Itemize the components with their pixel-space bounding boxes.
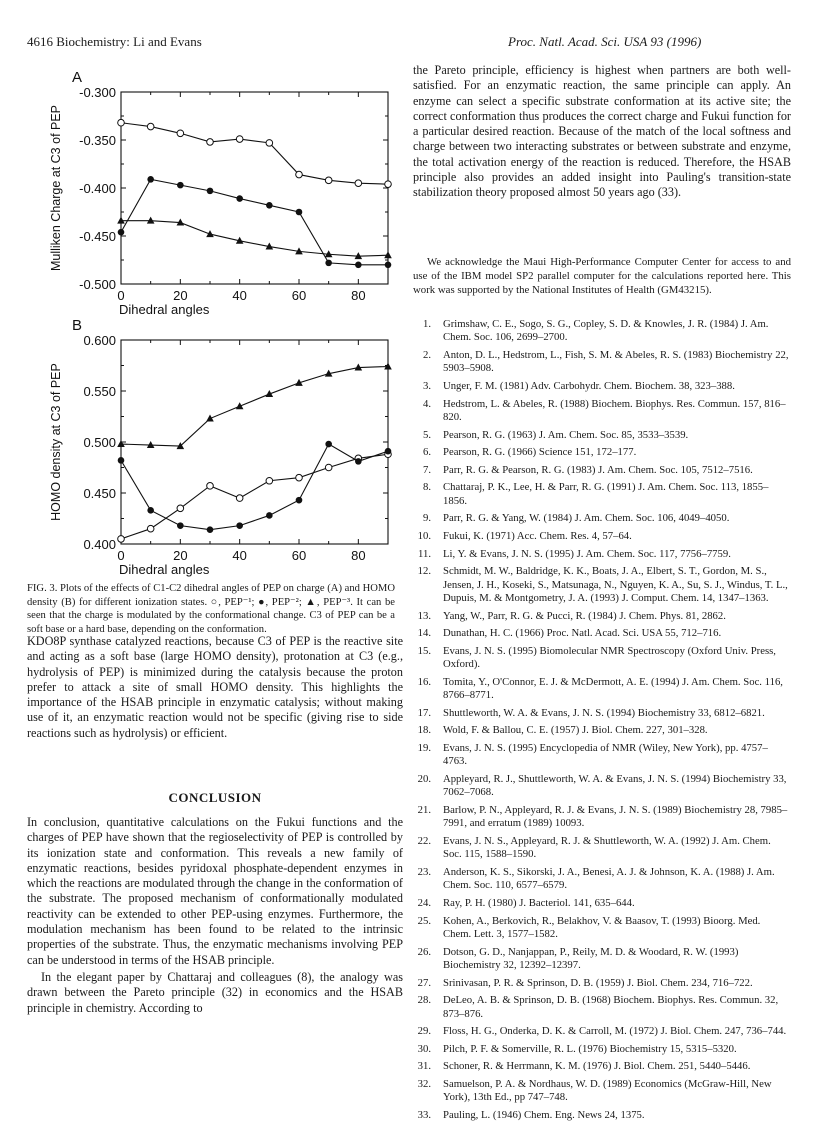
data-point	[118, 119, 125, 126]
reference-text: Dotson, G. D., Nanjappan, P., Reily, M. D. & Woodard, R. W. (1993) Biochemistry 32, 12392–12397.	[443, 945, 739, 971]
reference-number: 18.	[417, 724, 431, 737]
reference-item	[413, 1060, 791, 1073]
reference-text: Barlow, P. N., Appleyard, R. J. & Evans, J. N. S. (1989) Biochemistry 28, 7985–7991, and erratum (1989) 10093.	[443, 803, 788, 830]
reference-number: 6.	[422, 446, 431, 459]
data-point	[385, 448, 392, 455]
data-point	[177, 182, 184, 189]
reference-item	[413, 318, 791, 345]
data-point	[325, 464, 332, 471]
reference-text: Kohen, A., Berkovich, R., Belakhov, V. & Baasov, T. (1993) Bioorg. Med. Chem. Lett. 3, 1577–1582.	[443, 914, 761, 940]
series-line	[121, 444, 388, 530]
reference-item	[413, 676, 791, 703]
reference-number: 22.	[417, 834, 431, 847]
data-point	[147, 507, 154, 514]
pareto-paragraph: In the elegant paper by Chattaraj and colleagues (8), the analogy was drawn between the Pareto principle (32) in economics and the HSAB principle in chemistry. According to	[27, 970, 403, 1015]
data-point	[355, 458, 362, 465]
reference-item	[413, 724, 791, 737]
reference-item	[413, 548, 791, 561]
data-point	[266, 202, 273, 209]
figure-3a-chart	[40, 70, 400, 320]
reference-item	[413, 742, 791, 769]
data-point	[207, 188, 214, 195]
x-tick-label: 80	[351, 288, 366, 303]
data-point	[207, 526, 214, 533]
reference-text: Yang, W., Parr, R. G. & Pucci, R. (1984) J. Chem. Phys. 81, 2862.	[443, 609, 726, 622]
chart-svg	[40, 318, 400, 580]
reference-number: 29.	[417, 1025, 431, 1038]
reference-number: 14.	[417, 627, 431, 640]
x-tick-label: 80	[351, 548, 366, 563]
reference-number: 32.	[417, 1077, 431, 1090]
reference-text: Floss, H. G., Onderka, D. K. & Carroll, M. (1972) J. Biol. Chem. 247, 736–744.	[443, 1025, 787, 1038]
reference-text: Pearson, R. G. (1966) Science 151, 172–177.	[443, 446, 637, 459]
reference-item	[413, 1109, 791, 1122]
x-tick-label: 0	[117, 548, 125, 563]
data-point	[355, 262, 362, 269]
reference-number: 25.	[417, 914, 431, 927]
reference-item	[413, 773, 791, 800]
reference-item	[413, 610, 791, 623]
reference-item	[413, 994, 791, 1021]
reference-number: 8.	[422, 481, 431, 494]
data-point	[177, 130, 184, 137]
data-point	[207, 139, 214, 146]
reference-number: 3.	[422, 380, 431, 392]
reference-item	[413, 946, 791, 973]
reference-text: Ray, P. H. (1980) J. Bacteriol. 141, 635–644.	[443, 896, 635, 909]
data-point	[147, 176, 154, 183]
reference-item	[413, 464, 791, 477]
x-tick-label: 40	[232, 548, 247, 563]
running-header-right: Proc. Natl. Acad. Sci. USA 93 (1996)	[508, 34, 702, 49]
reference-text: Tomita, Y., O'Connor, E. J. & McDermott, A. E. (1994) J. Am. Chem. Soc. 116, 8766–8771.	[443, 675, 783, 702]
data-point	[117, 440, 125, 447]
x-tick-label: 20	[173, 288, 188, 303]
chart-svg	[40, 70, 400, 320]
reference-number: 13.	[417, 609, 431, 622]
y-tick-label: 0.450	[83, 486, 116, 501]
data-point	[355, 180, 362, 187]
reference-item	[413, 866, 791, 893]
y-tick-label: 0.550	[83, 384, 116, 399]
reference-text: Schmidt, M. W., Baldridge, K. K., Boats, J. A., Elbert, S. T., Gordon, M. S., Jensen, J. H., Koseki, S., Matsunaga, N., Nguyen, K. A., Su, S. J., Windus, T. L., Dupuis, M. & Montgometry, J. A. (1993) J. Comput. Chem. 14, 1347–1363.	[443, 565, 788, 604]
data-point	[385, 262, 392, 269]
reference-number: 2.	[422, 349, 431, 361]
data-point	[384, 363, 392, 370]
reference-text: Evans, J. N. S., Appleyard, R. J. & Shuttleworth, W. A. (1992) J. Am. Chem. Soc. 115, 1588–1590.	[443, 834, 771, 861]
y-axis-label: HOMO density at C3 of PEP	[49, 363, 63, 521]
reference-item	[413, 915, 791, 942]
reference-text: Unger, F. M. (1981) Adv. Carbohydr. Chem. Biochem. 38, 323–388.	[443, 380, 735, 392]
figure-caption: FIG. 3. Plots of the effects of C1-C2 dihedral angles of PEP on charge (A) and HOMO density (B) for different ionization states. ○, PEP⁻¹; ●, PEP⁻²; ▲, PEP⁻³. It can be seen that the charge is modulated by the conformational change. C3 of PEP can be a soft base or a hard base, depending on the conformation.	[27, 583, 395, 635]
y-tick-label: -0.500	[79, 277, 116, 292]
y-tick-label: -0.400	[79, 181, 116, 196]
reference-number: 31.	[417, 1060, 431, 1073]
reference-text: Pilch, P. F. & Somerville, R. L. (1976) Biochemistry 15, 5315–5320.	[443, 1042, 737, 1055]
reference-item	[413, 512, 791, 525]
x-tick-label: 60	[291, 548, 307, 563]
series-line	[121, 367, 388, 447]
data-point	[325, 441, 332, 448]
reference-item	[413, 380, 791, 393]
data-point	[147, 123, 154, 130]
reference-text: Evans, J. N. S. (1995) Biomolecular NMR Spectroscopy (Oxford Univ. Press, Oxford).	[443, 644, 776, 671]
reference-text: Parr, R. G. & Pearson, R. G. (1983) J. Am. Chem. Soc. 105, 7512–7516.	[443, 463, 753, 476]
data-point	[118, 536, 125, 543]
data-point	[118, 457, 125, 464]
data-point	[236, 136, 243, 143]
reference-item	[413, 1043, 791, 1056]
series-line	[121, 179, 388, 264]
reference-item	[413, 645, 791, 672]
x-axis-label: Dihedral angles	[119, 302, 210, 317]
x-tick-label: 60	[291, 288, 307, 303]
data-point	[296, 497, 303, 504]
body-paragraph-hsab: KDO8P synthase catalyzed reactions, because C3 of PEP is the reactive site and acting as a soft base (large HOMO density), protonation at C3 (e.g., hydrolysis of PEP) is minimized during the catalysis because the proton prefer to attack a site of small HOMO density. This highlights the importance of the HSAB principle in enzymatic catalysis; without making use of it, an enzymatic reaction would not be specific (giving rise to side reactions such as hydrolysis) or efficient.	[27, 634, 403, 740]
reference-text: Parr, R. G. & Yang, W. (1984) J. Am. Chem. Soc. 106, 4049–4050.	[443, 512, 730, 525]
reference-number: 15.	[417, 644, 431, 657]
data-point	[177, 522, 184, 529]
conclusion-paragraph: In conclusion, quantitative calculations on the Fukui functions and the charges of PEP have shown that the regioselectivity of PEP is controlled by its ionization state and conformation. This reveals a new family of enzymatic reactions, besides pyridoxal phosphate-dependent enzymes in which the reactions are modulated through the change in the conformation of the substrate. The proposed mechanism of conformationally modulated reactivity can be extended to other PEP-using enzymes. Furthermore, the modulation mechanism has been found to be related to the intrinsic properties of the substrate. Thus, the enzymatic mechanisms involving PEP can be understood in terms of the HSAB principle.	[27, 815, 403, 967]
reference-number: 7.	[422, 463, 431, 476]
reference-number: 23.	[417, 865, 431, 878]
data-point	[296, 474, 303, 481]
panel-label: B	[72, 318, 83, 334]
x-axis-label: Dihedral angles	[119, 562, 210, 577]
acknowledgment: We acknowledge the Maui High-Performance Computer Center for access to and use of the IBM model SP2 parallel computer for the calculations reported here. This work was supported by the National Institutes of Health (GM43215).	[413, 256, 791, 296]
y-tick-label: -0.300	[79, 85, 116, 100]
reference-text: Anton, D. L., Hedstrom, L., Fish, S. M. & Abeles, R. S. (1983) Biochemistry 22, 5903–5908.	[443, 349, 789, 375]
reference-text: Shuttleworth, W. A. & Evans, J. N. S. (1994) Biochemistry 33, 6812–6821.	[443, 706, 765, 719]
reference-number: 1.	[422, 318, 431, 330]
reference-item	[413, 897, 791, 910]
reference-number: 21.	[417, 803, 431, 816]
data-point	[266, 512, 273, 519]
reference-text: Chattaraj, P. K., Lee, H. & Parr, R. G. (1991) J. Am. Chem. Soc. 113, 1855–1856.	[443, 481, 769, 507]
data-point	[236, 522, 243, 529]
reference-text: Schoner, R. & Herrmann, K. M. (1976) J. Biol. Chem. 251, 5440–5446.	[443, 1060, 751, 1073]
data-point	[236, 495, 243, 502]
reference-number: 30.	[417, 1042, 431, 1055]
y-axis-label: Mulliken Charge at C3 of PEP	[49, 104, 63, 272]
reference-item	[413, 398, 791, 425]
reference-text: Wold, F. & Ballou, C. E. (1957) J. Biol. Chem. 227, 301–328.	[443, 724, 708, 737]
reference-item	[413, 429, 791, 442]
reference-text: Hedstrom, L. & Abeles, R. (1988) Biochem. Biophys. Res. Commun. 157, 816–820.	[443, 397, 786, 423]
panel-label: A	[72, 70, 83, 86]
reference-item	[413, 835, 791, 862]
y-tick-label: 0.600	[83, 333, 116, 348]
reference-item	[413, 481, 791, 508]
x-tick-label: 20	[173, 548, 188, 563]
reference-list	[413, 318, 791, 1127]
data-point	[296, 209, 303, 216]
reference-text: Pearson, R. G. (1963) J. Am. Chem. Soc. 85, 3533–3539.	[443, 428, 689, 441]
section-heading-conclusion: CONCLUSION	[168, 790, 262, 805]
x-tick-label: 40	[232, 288, 247, 303]
reference-number: 12.	[417, 565, 431, 578]
data-point	[236, 195, 243, 202]
reference-item	[413, 530, 791, 543]
running-header-left: 4616 Biochemistry: Li and Evans	[27, 34, 202, 49]
reference-number: 33.	[417, 1108, 431, 1121]
reference-text: Fukui, K. (1971) Acc. Chem. Res. 4, 57–64.	[443, 529, 632, 542]
reference-number: 10.	[417, 529, 431, 542]
reference-item	[413, 1078, 791, 1105]
data-point	[385, 181, 392, 188]
plot-frame	[121, 340, 388, 544]
reference-number: 26.	[417, 945, 431, 958]
data-point	[236, 402, 244, 409]
reference-item	[413, 627, 791, 640]
data-point	[325, 177, 332, 184]
reference-number: 19.	[417, 741, 431, 754]
reference-number: 27.	[417, 976, 431, 989]
data-point	[266, 477, 273, 484]
reference-item	[413, 977, 791, 990]
x-tick-label: 0	[117, 288, 125, 303]
reference-text: Li, Y. & Evans, J. N. S. (1995) J. Am. Chem. Soc. 117, 7756–7759.	[443, 547, 731, 560]
reference-text: Evans, J. N. S. (1995) Encyclopedia of NMR (Wiley, New York), pp. 4757–4763.	[443, 741, 768, 768]
reference-text: Anderson, K. S., Sikorski, J. A., Benesi, A. J. & Johnson, K. A. (1988) J. Am. Chem. Soc. 110, 6577–6579.	[443, 865, 775, 892]
reference-number: 16.	[417, 675, 431, 688]
reference-number: 4.	[422, 397, 431, 410]
reference-text: Grimshaw, C. E., Sogo, S. G., Copley, S. D. & Knowles, J. R. (1984) J. Am. Chem. Soc. 106, 2699–2700.	[443, 318, 769, 344]
series-line	[121, 221, 388, 257]
data-point	[206, 415, 214, 422]
data-point	[325, 260, 332, 267]
reference-item	[413, 804, 791, 831]
y-tick-label: -0.450	[79, 229, 116, 244]
reference-number: 9.	[422, 512, 431, 525]
data-point	[118, 229, 125, 236]
reference-item	[413, 446, 791, 459]
reference-text: Appleyard, R. J., Shuttleworth, W. A. & Evans, J. N. S. (1994) Biochemistry 33, 7062–7068.	[443, 772, 787, 799]
reference-number: 20.	[417, 772, 431, 785]
y-tick-label: 0.400	[83, 537, 116, 552]
reference-text: DeLeo, A. B. & Sprinson, D. B. (1968) Biochem. Biophys. Res. Commun. 32, 873–876.	[443, 994, 779, 1020]
data-point	[147, 525, 154, 532]
data-point	[384, 251, 392, 258]
reference-item	[413, 565, 791, 605]
reference-text: Dunathan, H. C. (1966) Proc. Natl. Acad. Sci. USA 55, 712–716.	[443, 627, 722, 640]
series-line	[121, 454, 388, 539]
reference-item	[413, 1025, 791, 1038]
body-paragraph-pareto-continued: the Pareto principle, efficiency is highest when partners are both well-satisfied. For an enzymatic reaction, the same principle can apply. An enzyme can select a specific substrate conformation at its active site; the correct conformation thus produces the correct charge and Fukui function for a particular desired reaction. Because of the match of the local softness and charge between two interacting substrates or between substrate and enzyme, the total activation energy of the reaction is reduced. Therefore, the HSAB principle also provides an added insight into Pauling's transition-state stabilization theory proposed almost 50 years ago (33).	[413, 63, 791, 200]
y-tick-label: -0.350	[79, 133, 116, 148]
reference-item	[413, 707, 791, 720]
data-point	[177, 505, 184, 512]
data-point	[266, 140, 273, 147]
reference-number: 5.	[422, 428, 431, 441]
reference-number: 24.	[417, 896, 431, 909]
reference-text: Pauling, L. (1946) Chem. Eng. News 24, 1375.	[443, 1108, 645, 1121]
data-point	[207, 483, 214, 490]
series-line	[121, 123, 388, 184]
reference-item	[413, 349, 791, 376]
reference-number: 17.	[417, 706, 431, 719]
reference-text: Samuelson, P. A. & Nordhaus, W. D. (1989) Economics (McGraw-Hill, New York), 13th Ed., pp 747–748.	[443, 1077, 772, 1104]
figure-3b-chart	[40, 318, 400, 580]
reference-number: 11.	[418, 547, 431, 560]
data-point	[296, 171, 303, 178]
y-tick-label: 0.500	[83, 435, 116, 450]
reference-number: 28.	[417, 994, 431, 1007]
reference-text: Srinivasan, P. R. & Sprinson, D. B. (1959) J. Biol. Chem. 234, 716–722.	[443, 976, 753, 989]
